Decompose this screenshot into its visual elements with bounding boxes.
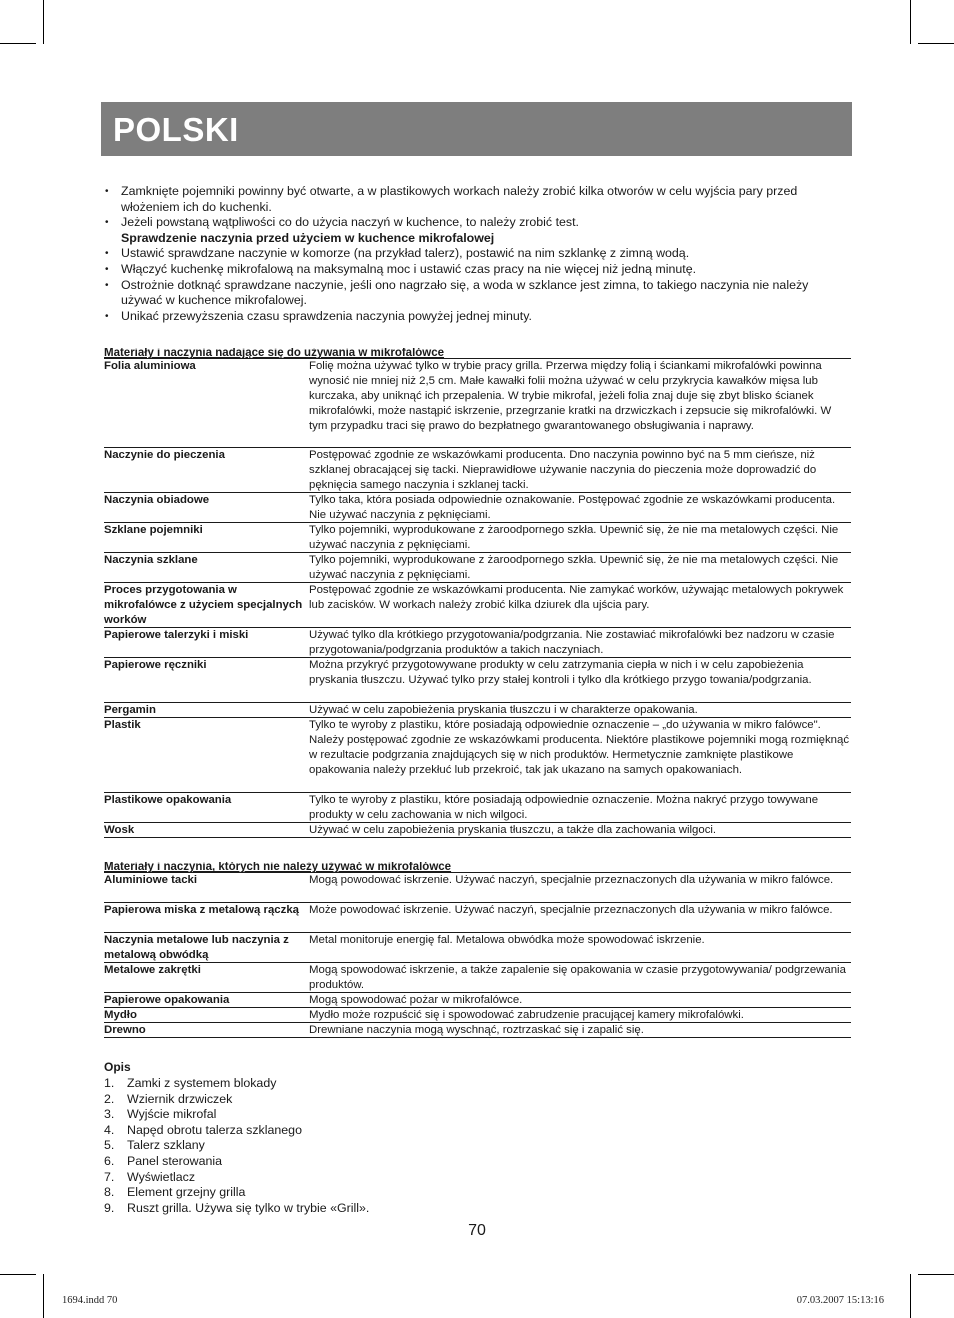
table-row <box>104 493 851 523</box>
suitable-materials-table <box>104 348 851 838</box>
material-name: Papierowe talerzyki i miski <box>104 629 249 642</box>
list-item: • Zamknięte pojemniki powinny być otwarte, a w plastikowych workach należy zrobić kilka otworów w celu wyjścia pary przed włożeniem ich do kuchenki. <box>104 184 851 215</box>
material-note: Mydło może rozpuścić się i spowodować zabrudzenie pracującej kamery mikrofalówki. <box>309 1009 744 1022</box>
list-item <box>104 1185 851 1201</box>
item-number: 2. <box>104 1091 115 1106</box>
table-row <box>104 1023 851 1038</box>
table-row <box>104 523 851 553</box>
table-row <box>104 583 851 628</box>
item-text: Napęd obrotu talerza szklanego <box>127 1122 302 1137</box>
material-note: Folię można używać tylko w trybie pracy grilla. Przerwa między folią i ściankami mikrofalówki powinna wynosić nie mniej niż 2,5 cm. Małe kawałki folii można używać w celu przykrycia kawałków mięsa lub kurczaka, aby uniknąć ich przepalenia. W trybie mikrofal, jeżeli folia znaj duje się zbyt blisko ścianek mikrofalówki, może nastąpić iskrzenie, przegrzanie kratki na drzwiczkach i zepsucie się mikrofalówki. W tym przypadku traci się prawo do bezpłatnego gwarantowanego obsługiwania i naprawy. <box>309 360 832 432</box>
item-number: 1. <box>104 1075 115 1090</box>
crop-mark <box>0 43 36 44</box>
item-number: 9. <box>104 1200 115 1215</box>
print-timestamp: 07.03.2007 15:13:16 <box>796 1295 884 1306</box>
page-title: POLSKI <box>113 111 239 148</box>
table-row <box>104 448 851 493</box>
table-row <box>104 993 851 1008</box>
material-note: Mogą spowodować pożar w mikrofalówce. <box>309 994 523 1007</box>
material-name: Pergamin <box>104 704 156 717</box>
item-text: Panel sterowania <box>127 1153 223 1168</box>
material-name: Proces przygotowania w mikrofalówce z użyciem specjalnych worków <box>104 584 303 627</box>
material-note: Tylko te wyroby z plastiku, które posiadają odpowiednie oznaczenie – „do używania w mikro falówce". Należy postępować zgodnie ze wskazówkami producenta. Niektóre plastikowe pojemniki mogą rozmięknąć w rezultacie podgrzania znajdujących się w nich produktów. Hermetycznie zamknięte plastikowe opakowania należy przekłuć lub przekroić, tak jak ukazano na samych opakowaniach. <box>309 719 850 777</box>
material-note: Używać w celu zapobieżenia pryskania tłuszczu i w charakterze opakowania. <box>309 704 698 717</box>
crop-mark <box>43 0 44 44</box>
material-note: Mogą spowodować iskrzenie, a także zapalenie się opakowania w czasie przygotowywania/ podgrzewania produktów. <box>309 964 846 992</box>
item-text: Ruszt grilla. Używa się tylko w trybie «Grill». <box>127 1200 370 1215</box>
list-item <box>104 1092 851 1108</box>
material-name: Aluminiowe tacki <box>104 874 198 887</box>
material-note: Mogą powodować iskrzenie. Używać naczyń, specjalnie przeznaczonych dla używania w mikro falówce. <box>309 874 834 887</box>
description-section <box>104 1060 851 1216</box>
table-row <box>104 628 851 658</box>
list-item <box>104 1170 851 1186</box>
table-row <box>104 933 851 963</box>
language-banner <box>101 102 852 156</box>
item-text: Wziernik drzwiczek <box>127 1091 233 1106</box>
list-item <box>104 1107 851 1123</box>
description-title: Opis <box>104 1060 131 1075</box>
material-name: Papierowa miska z metalową rączką <box>104 904 300 917</box>
material-name: Mydło <box>104 1009 137 1022</box>
page-number: 70 <box>468 1222 486 1239</box>
list-item: • Ustawić sprawdzane naczynie w komorze (na przykład talerz), postawić na nim szklankę z zimną wodą. <box>104 246 851 262</box>
item-number: 5. <box>104 1138 115 1153</box>
list-item: • Jeżeli powstaną wątpliwości co do użycia naczyń w kuchence, to należy zrobić test. <box>104 215 851 231</box>
material-name: Naczynie do pieczenia <box>104 449 225 462</box>
item-number: 3. <box>104 1107 115 1122</box>
material-name: Naczynia szklane <box>104 554 198 567</box>
material-note: Używać tylko dla krótkiego przygotowania/podgrzania. Nie zostawiać mikrofalówki bez nadzoru w czasie przygotowania/podgrzania produktów a takich naczyniach. <box>309 629 835 657</box>
list-item: • Ostrożnie dotknąć sprawdzane naczynie, jeśli ono nagrzało się, a woda w szklance jest zimna, to takiego naczynia nie należy używać w kuchence mikrofalowej. <box>104 278 851 309</box>
material-note: Może powodować iskrzenie. Używać naczyń, specjalnie przeznaczonych dla używania w mikro falówce. <box>309 904 833 917</box>
table-heading: Materiały i naczynia nadające się do używania w mikrofalówce <box>104 348 851 359</box>
material-note: Postępować zgodnie ze wskazówkami producenta. Dno naczynia powinno być na 5 mm cieńsze, niż szklanej obracającej się tacki. Nieprawidłowe używanie naczynia do pieczenia może doprowadzić do pęknięcia samego naczynia i szklanej tacki. <box>309 449 817 492</box>
item-text: Wyjście mikrofal <box>127 1107 217 1122</box>
material-name: Szklane pojemniki <box>104 524 203 537</box>
unsuitable-materials-table <box>104 862 851 1038</box>
material-name: Metalowe zakrętki <box>104 964 201 977</box>
material-name: Drewno <box>104 1024 146 1037</box>
crop-mark <box>0 1274 36 1275</box>
crop-mark <box>910 0 911 44</box>
parts-list <box>104 1076 851 1216</box>
intro-list <box>104 184 851 324</box>
table-row <box>104 823 851 838</box>
material-note: Tylko te wyroby z plastiku, które posiadają odpowiednie oznaczenie. Można nakryć przygo towywane produkty w celu zachowania w nich wilgoci. <box>309 794 819 822</box>
material-note: Tylko pojemniki, wyprodukowane z żaroodpornego szkła. Upewnić się, że nie ma metalowych części. Nie używać naczynia z pęknięciami. <box>309 554 839 582</box>
main-content <box>104 184 851 1216</box>
material-note: Postępować zgodnie ze wskazówkami producenta. Nie zamykać worków, używając metalowych pokrywek lub zacisków. W workach należy zrobić kilka dziurek dla ujścia pary. <box>309 584 844 612</box>
list-item <box>104 1123 851 1139</box>
table-row <box>104 553 851 583</box>
material-name: Wosk <box>104 824 135 837</box>
list-item <box>104 1154 851 1170</box>
table-row <box>104 359 851 448</box>
table-row <box>104 963 851 993</box>
table-row <box>104 873 851 903</box>
crop-mark <box>910 1274 911 1318</box>
material-name: Naczynia metalowe lub naczynia z metalową obwódką <box>104 934 289 962</box>
item-text: Element grzejny grilla <box>127 1185 246 1200</box>
table-row <box>104 793 851 823</box>
material-note: Używać w celu zapobieżenia pryskania tłuszczu, a także dla zachowania wilgoci. <box>309 824 717 837</box>
item-number: 6. <box>104 1153 115 1168</box>
item-text: Zamki z systemem blokady <box>127 1075 277 1090</box>
table-row <box>104 903 851 933</box>
test-heading: Sprawdzenie naczynia przed użyciem w kuchence mikrofalowej <box>121 230 495 245</box>
list-item <box>104 1138 851 1154</box>
material-name: Papierowe opakowania <box>104 994 230 1007</box>
material-name: Papierowe ręczniki <box>104 659 207 672</box>
crop-mark <box>43 1274 44 1318</box>
file-info: 1694.indd 70 <box>62 1295 118 1306</box>
item-number: 4. <box>104 1122 115 1137</box>
item-text: Talerz szklany <box>127 1138 205 1153</box>
list-item: • Unikać przewyższenia czasu sprawdzenia naczynia powyżej jednej minuty. <box>104 309 851 325</box>
table-row <box>104 718 851 793</box>
table-row <box>104 1008 851 1023</box>
list-item <box>104 1076 851 1092</box>
material-note: Można przykryć przygotowywane produkty w celu zatrzymania ciepła w nich i w celu zapobieżenia pryskania tłuszczu. Używać tylko przy stałej kontroli i tylko dla krótkiego przygo towania/podgrzania. <box>309 659 812 687</box>
material-name: Naczynia obiadowe <box>104 494 210 507</box>
material-name: Folia aluminiowa <box>104 360 196 373</box>
material-note: Metal monitoruje energię fal. Metalowa obwódka może spowodować iskrzenie. <box>309 934 705 947</box>
material-note: Tylko pojemniki, wyprodukowane z żaroodpornego szkła. Upewnić się, że nie ma metalowych części. Nie używać naczynia z pęknięciami. <box>309 524 839 552</box>
table-heading: Materiały i naczynia, których nie należy używać w mikrofalówce <box>104 862 851 873</box>
table-row <box>104 658 851 703</box>
material-name: Plastikowe opakowania <box>104 794 232 807</box>
item-text: Wyświetlacz <box>127 1169 196 1184</box>
material-note: Drewniane naczynia mogą wyschnąć, roztrzaskać się i zapalić się. <box>309 1024 644 1037</box>
item-number: 8. <box>104 1185 115 1200</box>
list-item <box>104 1201 851 1217</box>
item-number: 7. <box>104 1169 115 1184</box>
crop-mark <box>918 43 954 44</box>
crop-mark <box>918 1274 954 1275</box>
material-name: Plastik <box>104 719 141 732</box>
material-note: Tylko taka, która posiada odpowiednie oznakowanie. Postępować zgodnie ze wskazówkami producenta. Nie używać naczynia z pęknięciami. <box>309 494 836 522</box>
list-item: • Włączyć kuchenkę mikrofalową na maksymalną moc i ustawić czas pracy na nie więcej niż jedną minutę. <box>104 262 851 278</box>
table-row <box>104 703 851 718</box>
